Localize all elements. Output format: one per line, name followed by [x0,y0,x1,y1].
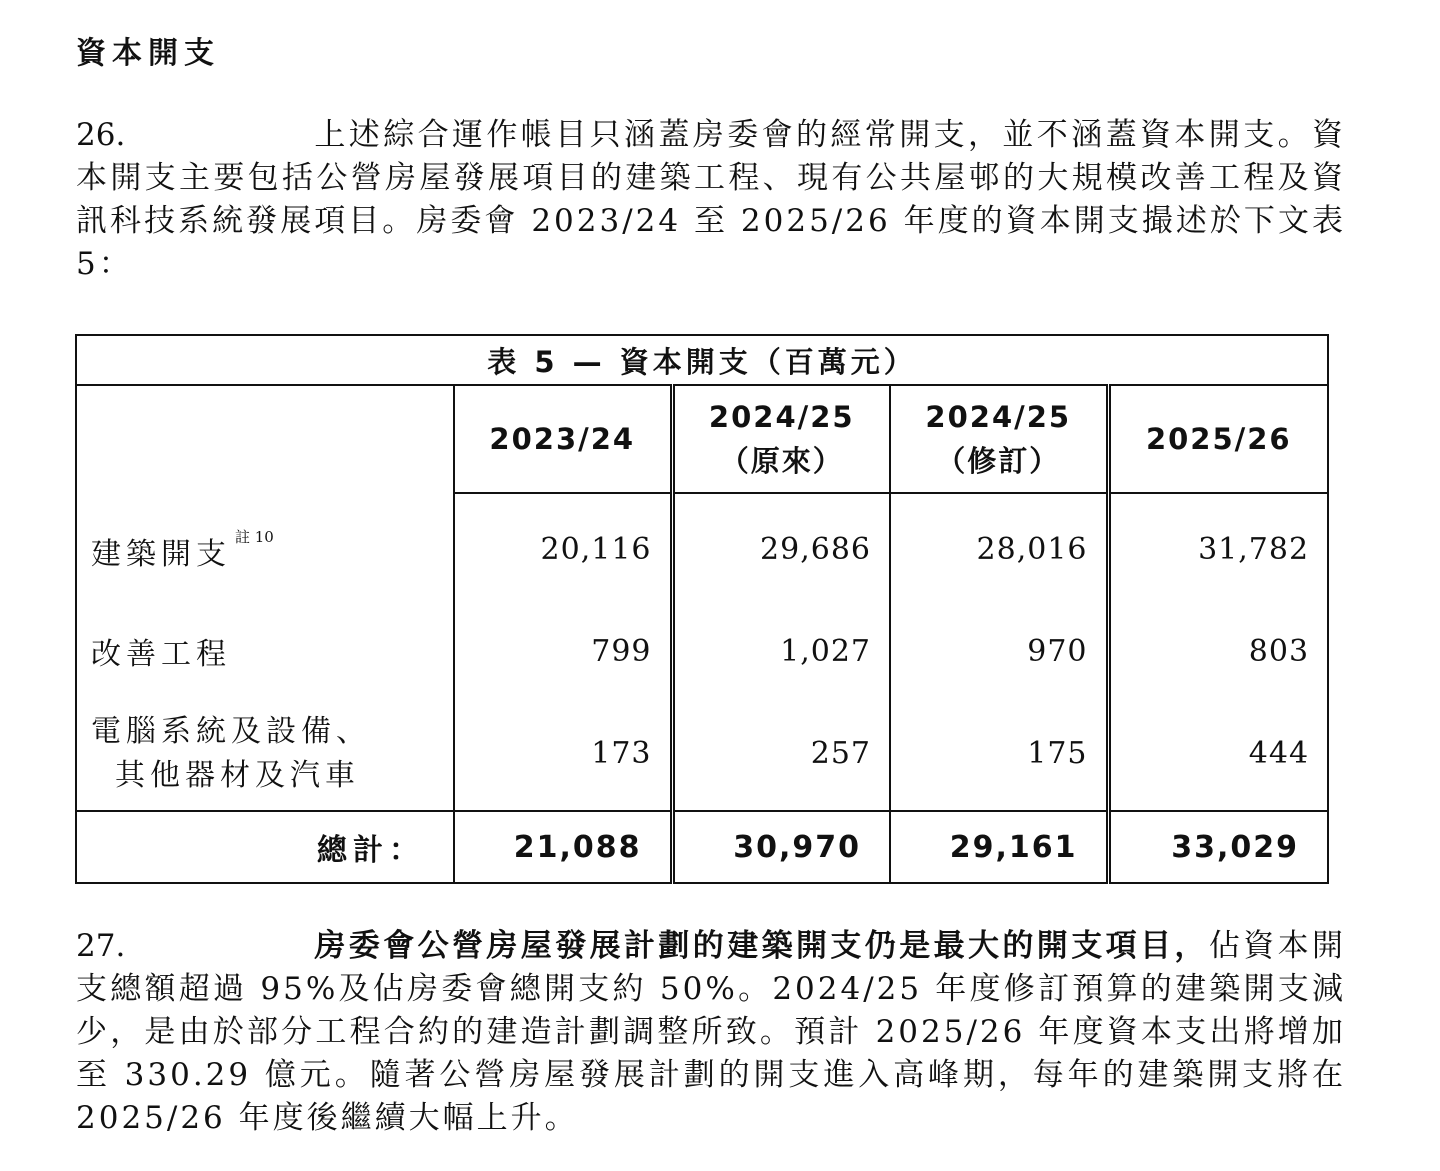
row-label-computer-systems: 電腦系統及設備、 其他器材及汽車 [76,697,454,811]
total-label: 總計： [76,811,454,883]
total-value: 21,088 [454,811,672,883]
value-cell: 28,016 [890,493,1108,605]
value-cell: 29,686 [672,493,890,605]
row-label-improvement: 改善工程 [76,605,454,697]
value-cell: 970 [890,605,1108,697]
paragraph-text: 上述綜合運作帳目只涵蓋房委會的經常開支，並不涵蓋資本開支。資本開支主要包括公營房屋發展項目的建築工程、現有公共屋邨的大規模改善工程及資訊科技系統發展項目。房委會 2023/24 至 2025/26 年度的資本開支撮述於下文表 5： [76,117,1346,282]
total-value: 30,970 [672,811,890,883]
paragraph-26 [76,114,1346,286]
column-header-2023-24: 2023/24 [454,385,672,493]
table-caption: 表 5 — 資本開支（百萬元） [76,335,1328,385]
column-header-2025-26: 2025/26 [1108,385,1328,493]
value-cell: 20,116 [454,493,672,605]
value-cell: 803 [1108,605,1328,697]
column-header-2024-25-original: 2024/25 （原來） [672,385,890,493]
value-cell: 444 [1108,697,1328,811]
total-value: 33,029 [1108,811,1328,883]
total-value: 29,161 [890,811,1108,883]
column-header-2024-25-revised: 2024/25 （修訂） [890,385,1108,493]
value-cell: 175 [890,697,1108,811]
value-cell: 173 [454,697,672,811]
paragraph-text: 佔資本開支總額超過 95%及佔房委會總開支約 50%。2024/25 年度修訂預算的建築開支減少，是由於部分工程合約的建造計劃調整所致。預計 2025/26 年度資本支出將增加至 330.29 億元。隨著公營房屋發展計劃的開支進入高峰期，每年的建築開支將在 2025/26 年度後繼續大幅上升。 [76,928,1347,1136]
paragraph-27 [76,925,1346,1140]
paragraph-number: 26. [76,117,126,153]
table-row [76,697,1328,811]
value-cell: 799 [454,605,672,697]
total-row [76,811,1328,883]
table-row [76,493,1328,605]
capital-expenditure-table [75,334,1329,884]
footnote-marker: 註 10 [235,527,274,546]
value-cell: 257 [672,697,890,811]
header-blank-cell [76,385,454,493]
section-heading: 資本開支 [76,36,220,71]
paragraph-number: 27. [76,928,126,964]
paragraph-bold-lead: 房委會公營房屋發展計劃的建築開支仍是最大的開支項目， [314,928,1209,964]
value-cell: 1,027 [672,605,890,697]
row-label-construction: 建築開支 $^{註 10}$ [76,493,454,605]
value-cell: 31,782 [1108,493,1328,605]
table-row [76,605,1328,697]
